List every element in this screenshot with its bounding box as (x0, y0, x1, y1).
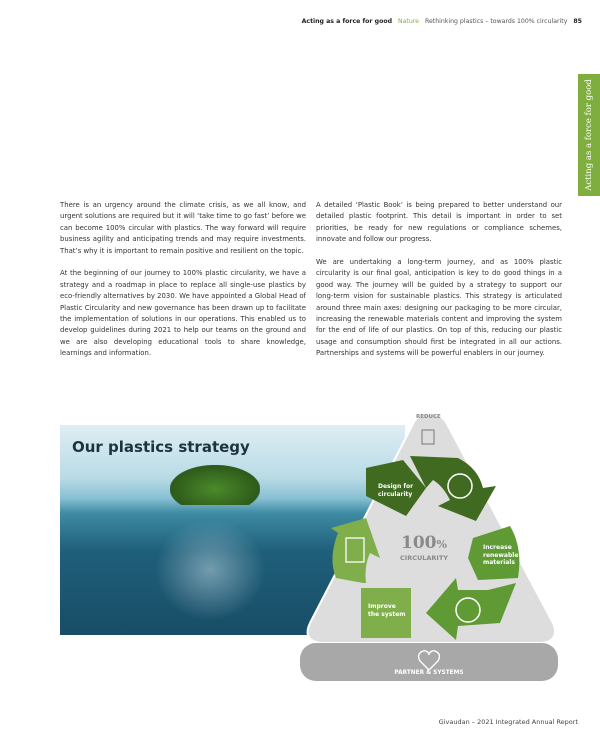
paragraph: At the beginning of our journey to 100% plastic circularity, we have a strategy and a roadmap in place to replace all single-use plastics by eco-friendly alternatives by 2030. We have appointed a Global Head of Plastic Circularity and new governance has been drawn up to facilitate the implementation of solutions in our operations. This enabled us to develop guidelines during 2021 to help our teams on the ground and we are also developing educational tools to share knowledge, learnings and information. (60, 269, 306, 358)
design-label: Design for circularity (378, 483, 414, 498)
paragraph: A detailed ‘Plastic Book’ is being prepared to better understand our detailed plastic footprint. This detail is important in order to set priorities, be ready for new regulations or compliance schemes, innovate and follow our progress. (316, 201, 562, 244)
figure-title: Our plastics strategy (72, 438, 250, 456)
body-column-left (60, 200, 306, 371)
center-value (401, 533, 447, 553)
increase-label: Increase renewable materials (483, 544, 519, 566)
page-footer: Givaudan – 2021 Integrated Annual Report (438, 718, 578, 726)
paragraph: We are undertaking a long-term journey, and as 100% plastic circularity is our final goal, anticipation is key to do good things in a good way. The journey will be guided by a strategy to support our long-term vision for sustainable plastics. This strategy is articulated around three main axes: designing our packaging to be more circular, increasing the renewable materials content and improving the system for the end of life of our plastics. On top of this, reducing our plastic usage and consumption should first be integrated in all our actions. Partnerships and systems will be powerful enablers in our journey. (316, 258, 562, 358)
improve-label: Improve the system (368, 603, 406, 618)
body-column-right (316, 200, 562, 371)
side-section-tab[interactable] (578, 74, 600, 196)
center-label: CIRCULARITY (400, 554, 448, 562)
partner-label: PARTNER & SYSTEMS (394, 670, 464, 676)
header-section: Acting as a force for good (301, 18, 392, 25)
side-tab-label: Acting as a force for good (584, 79, 594, 191)
center-percent: % (436, 538, 447, 551)
header-topic: Rethinking plastics – towards 100% circularity (424, 18, 568, 25)
running-header (302, 18, 582, 25)
reduce-label: REDUCE (416, 414, 441, 420)
island-image (170, 465, 260, 505)
header-category: Nature (398, 18, 419, 25)
page-number: 85 (573, 18, 582, 25)
paragraph: There is an urgency around the climate crisis, as we all know, and urgent solutions are required but it will ‘take time to go fast’ before we can become 100% circular with plastics. The way forward will require business agility and anticipating trends and may require investments. That’s why it is important to remain positive and resilient on the topic. (60, 201, 306, 255)
center-number: 100 (401, 533, 437, 553)
plastic-bag-image (150, 515, 270, 625)
plastics-strategy-diagram (298, 408, 560, 683)
